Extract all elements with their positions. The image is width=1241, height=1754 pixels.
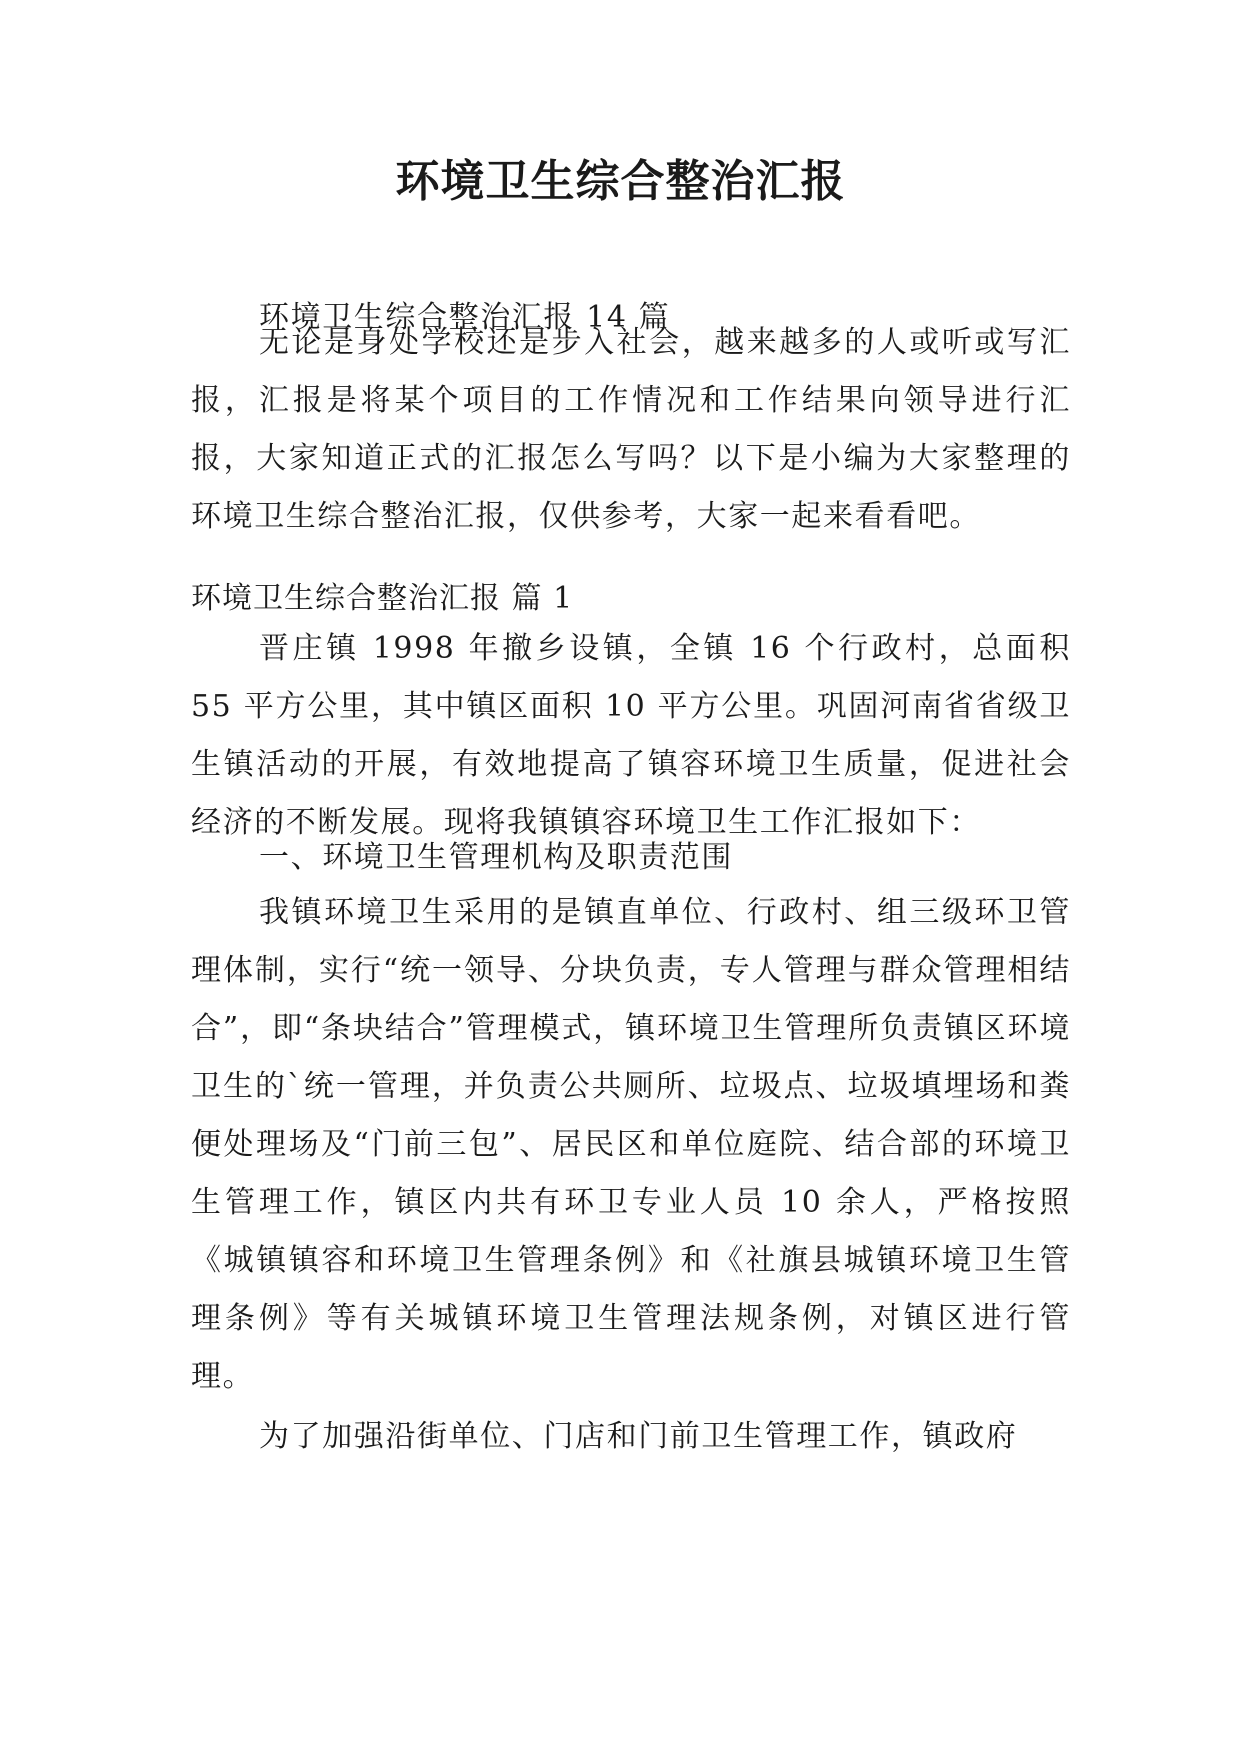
intro-paragraph: 无论是身处学校还是步入社会，越来越多的人或听或写汇报，汇报是将某个项目的工作情况和工作结果向领导进行汇报，大家知道正式的汇报怎么写吗？以下是小编为大家整理的环境卫生综合整治汇报，仅供参考，大家一起来看看吧。 [191,325,1071,534]
paragraph-3: 我镇环境卫生采用的是镇直单位、行政村、组三级环卫管理体制，实行“统一领导、分块负责，专人管理与群众管理相结合”，即“条块结合”管理模式，镇环境卫生管理所负责镇区环境卫生的`统一管理，并负责公共厕所、垃圾点、垃圾填埋场和粪便处理场及“门前三包”、居民区和单位庭院、结合部的环境卫生管理工作，镇区内共有环卫专业人员 10 余人，严格按照《城镇镇容和环境卫生管理条例》和《社旗县城镇环境卫生管理条例》等有关城镇环境卫生管理法规条例，对镇区进行管理。 [191,895,1071,1394]
section-heading: 环境卫生综合整治汇报 篇 1 [191,581,574,616]
paragraph-2: 一、环境卫生管理机构及职责范围 [259,840,733,875]
paragraph-4: 为了加强沿街单位、门店和门前卫生管理工作，镇政府 [259,1419,1018,1454]
paragraph-1: 晋庄镇 1998 年撤乡设镇，全镇 16 个行政村，总面积 55 平方公里，其中镇区面积 10 平方公里。巩固河南省省级卫生镇活动的开展，有效地提高了镇容环境卫生质量，促进社会经济的不断发展。现将我镇镇容环境卫生工作汇报如下： [191,631,1071,840]
document-subtitle: 环境卫生综合整治汇报 14 篇 [259,300,671,335]
document-title: 环境卫生综合整治汇报 [395,156,846,207]
